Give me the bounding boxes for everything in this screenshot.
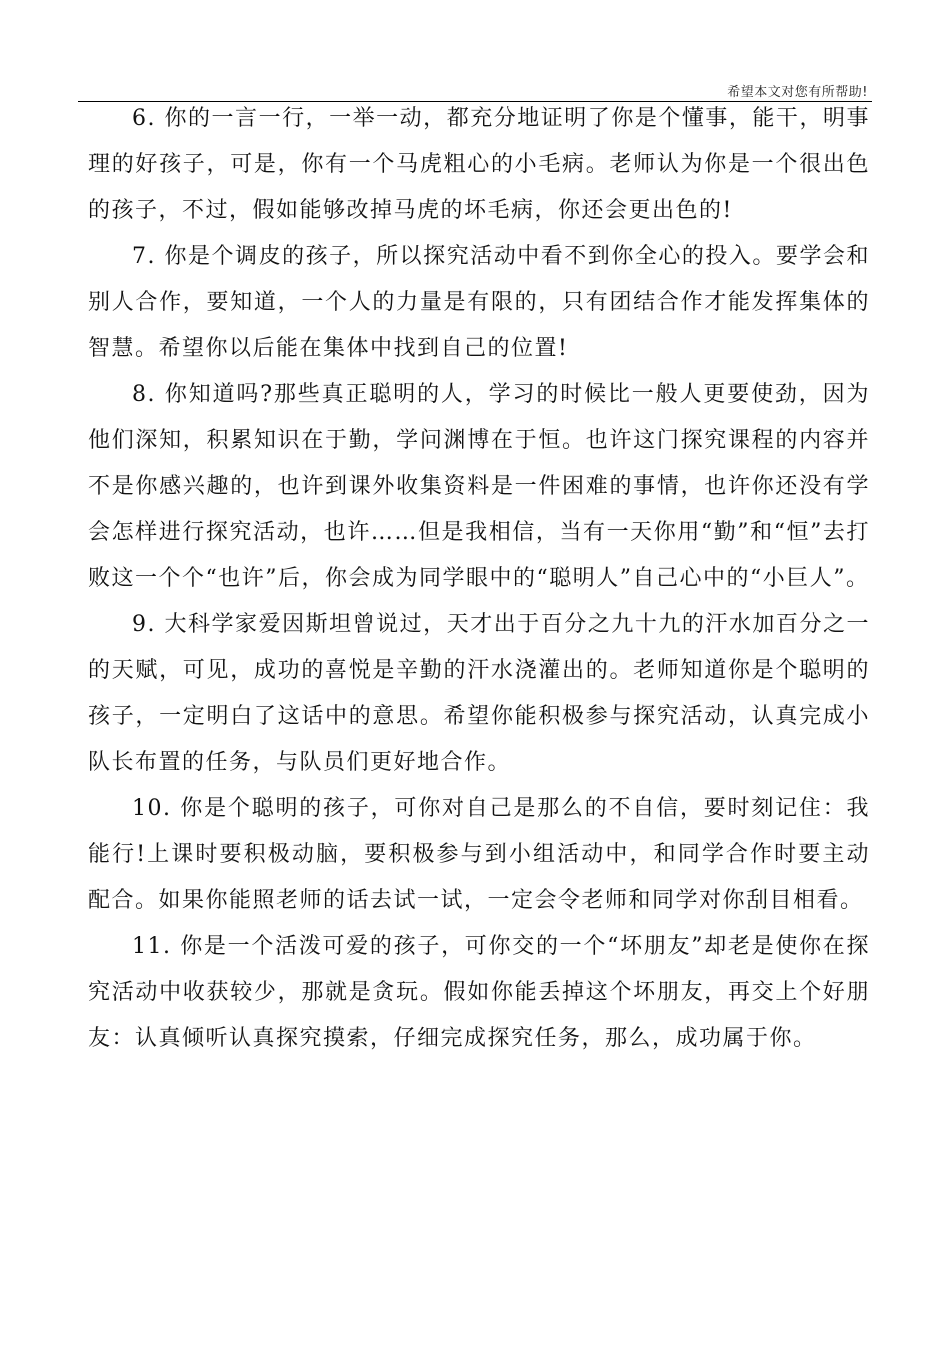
paragraph-6: 6. 你的一言一行，一举一动，都充分地证明了你是个懂事，能干，明事理的好孩子，可是，你有一个马虎粗心的小毛病。老师认为你是一个很出色的孩子，不过，假如能够改掉马虎的坏毛病，你还会更出色的!	[88, 106, 870, 223]
header-note: 希望本文对您有所帮助!	[727, 85, 868, 100]
paragraph-7: 7. 你是个调皮的孩子，所以探究活动中看不到你全心的投入。要学会和别人合作，要知道，一个人的力量是有限的，只有团结合作才能发挥集体的智慧。希望你以后能在集体中找到自己的位置!	[88, 244, 870, 361]
paragraph-8: 8. 你知道吗?那些真正聪明的人，学习的时候比一般人更要使劲，因为他们深知，积累知识在于勤，学问渊博在于恒。也许这门探究课程的内容并不是你感兴趣的，也许到课外收集资料是一件困难的事情，也许你还没有学会怎样进行探究活动，也许……但是我相信，当有一天你用“勤”和“恒”去打败这一个个“也许”后，你会成为同学眼中的“聪明人”自己心中的“小巨人”。	[88, 382, 870, 591]
document-body	[88, 96, 870, 1062]
paragraph-11: 11. 你是一个活泼可爱的孩子，可你交的一个“坏朋友”却老是使你在探究活动中收获较少，那就是贪玩。假如你能丢掉这个坏朋友，再交上个好朋友：认真倾听认真探究摸索，仔细完成探究任务，那么，成功属于你。	[88, 934, 870, 1051]
paragraph-10: 10. 你是个聪明的孩子，可你对自己是那么的不自信，要时刻记住：我能行!上课时要积极动脑，要积极参与到小组活动中，和同学合作时要主动配合。如果你能照老师的话去试一试，一定会令老师和同学对你刮目相看。	[88, 796, 870, 913]
paragraph-9: 9. 大科学家爱因斯坦曾说过，天才出于百分之九十九的汗水加百分之一的天赋，可见，成功的喜悦是辛勤的汗水浇灌出的。老师知道你是个聪明的孩子，一定明白了这话中的意思。希望你能积极参与探究活动，认真完成小队长布置的任务，与队员们更好地合作。	[88, 612, 870, 775]
